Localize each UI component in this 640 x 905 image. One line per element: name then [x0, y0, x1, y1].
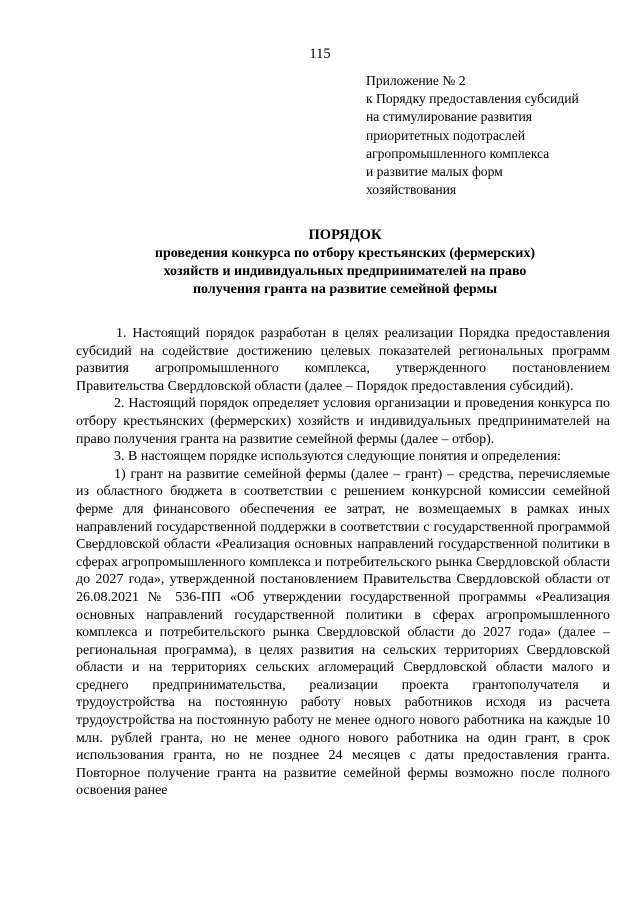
paragraph-3: 3. В настоящем порядке используются следующие понятия и определения:: [114, 449, 561, 465]
title-subtitle-line: получения гранта на развитие семейной фермы: [192, 282, 498, 297]
paragraph-2: 2. Настоящий порядок определяет условия организации и проведения конкурса по отбору крестьянских (фермерских) хозяйств и индивидуальных предпринимателей на право получения гранта на развитие семейной фермы (далее – отбор).: [76, 396, 610, 447]
appendix-line: хозяйствования: [366, 182, 457, 198]
appendix-line: к Порядку предоставления субсидий: [366, 91, 579, 107]
paragraph-3-1: 1) грант на развитие семейной фермы (далее – грант) – средства, перечисляемые из областного бюджета в соответствии с решением конкурсной комиссии семейной ферме для финансового обеспечения ее затрат, не возмещаемых в рамках иных направлений государственной поддержки в соответствии с государственной программой Свердловской области «Реализация основных направлений государственной политики в сферах агропромышленного комплекса и потребительского рынка Свердловской области до 2027 года», утвержденной постановлением Правительства Свердловской области от 26.08.2021 № 536-ПП «Об утверждении государственной программы «Реализация основных направлений государственной политики в сферах агропромышленного комплекса и потребительского рынка Свердловской области до 2027 года» (далее – региональная программа), в целях развития на сельских территориях Свердловской области и на территориях сельских агломераций Свердловской области малого и среднего предпринимательства, реализации проекта грантополучателя и трудоустройства на постоянную работу новых работников исходя из расчета трудоустройства на постоянную работу не менее одного нового работника на каждые 10 млн. рублей гранта, но не менее одного нового работника на один грант, в срок использования гранта, но не позднее 24 месяцев с даты предоставления гранта. Повторное получение гранта на развитие семейной фермы возможно после полного освоения ранее: [76, 466, 610, 799]
title-subtitle-line: проведения конкурса по отбору крестьянских (фермерских): [154, 246, 536, 261]
title-subtitle-line: хозяйств и индивидуальных предпринимателей на право: [163, 264, 527, 279]
appendix-header: [366, 72, 579, 199]
appendix-line: агропромышленного комплекса: [366, 145, 550, 161]
document-title: [80, 226, 610, 299]
document-body: [76, 325, 610, 800]
title-main: ПОРЯДОК: [308, 227, 382, 243]
page-number: 115: [309, 46, 331, 62]
appendix-line: приоритетных подотраслей: [366, 127, 526, 143]
appendix-line: на стимулирование развития: [366, 109, 533, 125]
appendix-line: и развитие малых форм: [366, 164, 503, 180]
appendix-line: Приложение № 2: [366, 73, 466, 88]
paragraph-1: 1. Настоящий порядок разработан в целях реализации Порядка предоставления субсидий на содействие достижению целевых показателей региональных программ развития агропромышленного комплекса, утвержденного постановлением Правительства Свердловской области (далее – Порядок предоставления субсидий).: [76, 326, 610, 394]
